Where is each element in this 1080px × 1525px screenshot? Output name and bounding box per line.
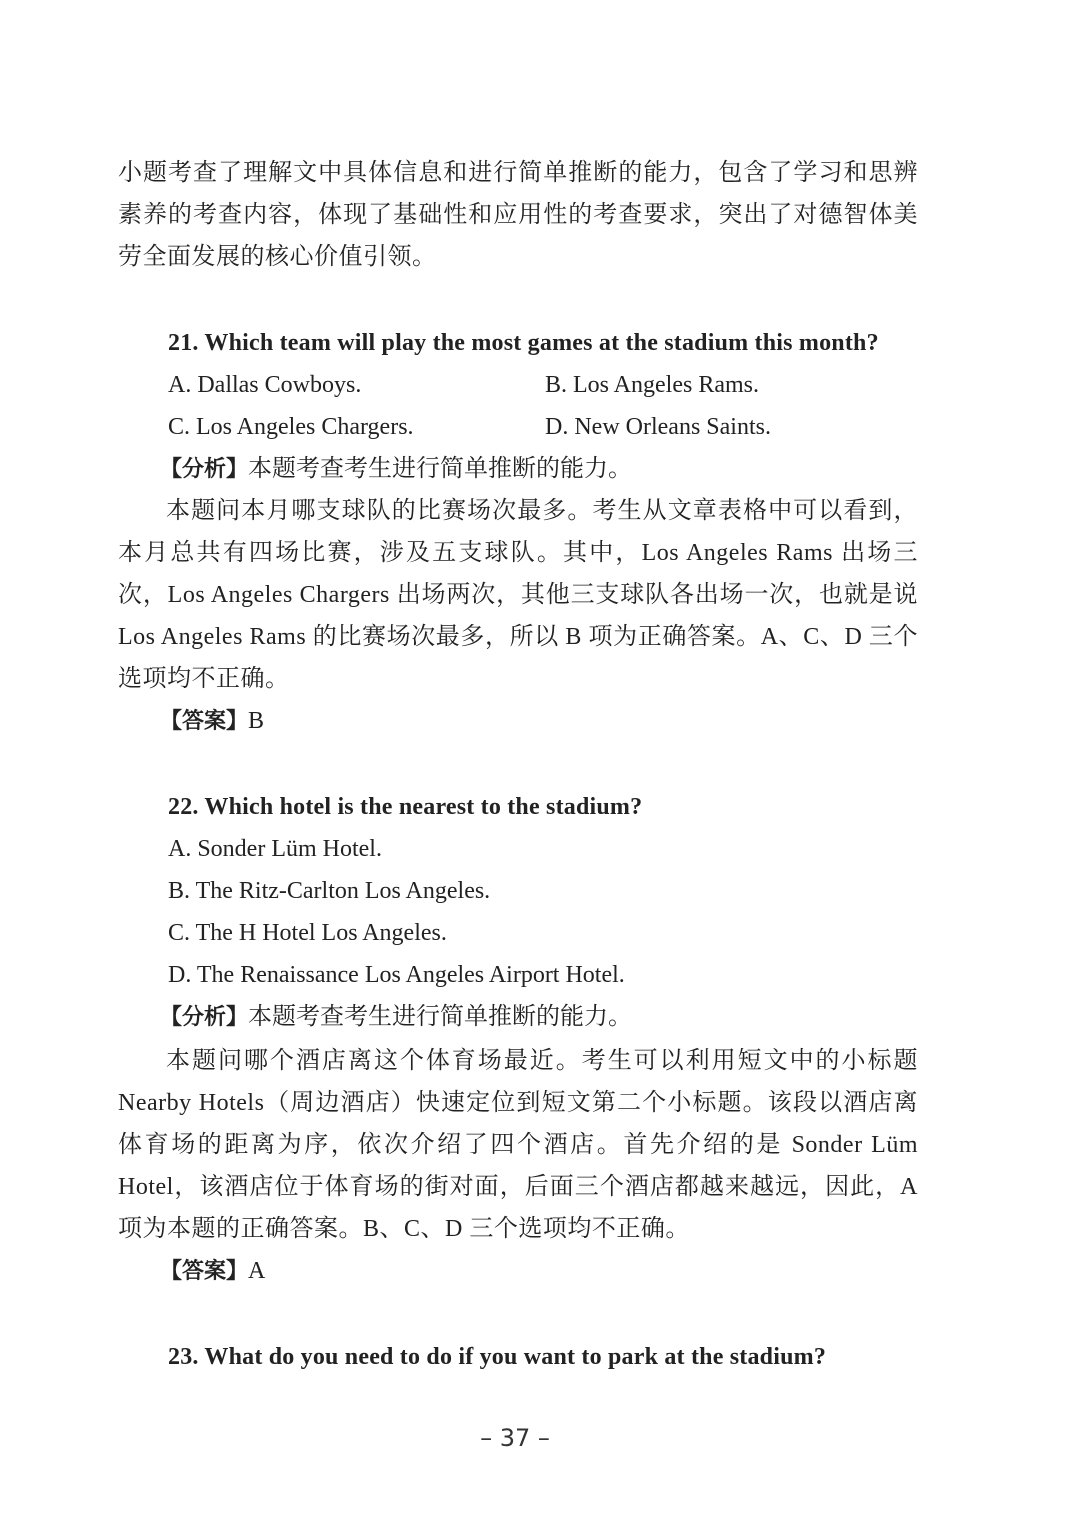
- q22-option-d: D. The Renaissance Los Angeles Airport Hotel.: [168, 962, 625, 988]
- page-number: – 37 –: [480, 1424, 550, 1452]
- q21-option-d: D. New Orleans Saints.: [545, 414, 771, 440]
- q21-option-b: B. Los Angeles Rams.: [545, 372, 759, 398]
- q22-analysis-line: [160, 996, 632, 1039]
- q21-analysis-body: [118, 490, 918, 700]
- q22-answer-tag: 【答案】: [160, 1259, 249, 1284]
- q22-analysis-lead: 本题考查考生进行简单推断的能力。: [248, 1004, 633, 1030]
- question-21: 21. Which team will play the most games at the stadium this month?: [168, 330, 879, 356]
- q22-analysis-text: 本题问哪个酒店离这个体育场最近。考生可以利用短文中的小标题 Nearby Hotels（周边酒店）快速定位到短文第二个小标题。该段以酒店离体育场的距离为序，依次介绍了四个酒店。首先介绍的是 Sonder Lüm Hotel，该酒店位于体育场的街对面，后面三个酒店都越来越远，因此，A 项为本题的正确答案。B、C、D 三个选项均不正确。: [118, 1048, 918, 1242]
- q21-option-c: C. Los Angeles Chargers.: [168, 414, 414, 440]
- question-23: 23. What do you need to do if you want to park at the stadium?: [168, 1344, 827, 1370]
- q21-analysis-text: 本题问本月哪支球队的比赛场次最多。考生从文章表格中可以看到，本月总共有四场比赛，涉及五支球队。其中，Los Angeles Rams 出场三次，Los Angeles Chargers 出场两次，其他三支球队各出场一次，也就是说 Los Angeles Rams 的比赛场次最多，所以 B 项为正确答案。A、C、D 三个选项均不正确。: [118, 498, 918, 692]
- q21-analysis-line: [160, 448, 632, 491]
- q21-answer-line: [160, 700, 264, 743]
- question-22: 22. Which hotel is the nearest to the stadium?: [168, 794, 643, 820]
- q21-analysis-lead: 本题考查考生进行简单推断的能力。: [248, 456, 633, 482]
- intro-text: 小题考查了理解文中具体信息和进行简单推断的能力，包含了学习和思辨素养的考查内容，体现了基础性和应用性的考查要求，突出了对德智体美劳全面发展的核心价值引领。: [118, 160, 918, 270]
- q21-answer-tag: 【答案】: [160, 709, 249, 734]
- q22-option-b: B. The Ritz-Carlton Los Angeles.: [168, 878, 491, 904]
- intro-paragraph: [118, 152, 918, 278]
- q22-option-c: C. The H Hotel Los Angeles.: [168, 920, 447, 946]
- q22-option-a: A. Sonder Lüm Hotel.: [168, 836, 382, 862]
- q22-analysis-tag: 【分析】: [160, 1005, 249, 1030]
- q21-analysis-tag: 【分析】: [160, 457, 249, 482]
- q22-answer-line: [160, 1250, 265, 1293]
- q22-answer-value: A: [248, 1258, 266, 1284]
- q22-analysis-body: [118, 1040, 918, 1250]
- q21-answer-value: B: [248, 708, 265, 734]
- q21-option-a: A. Dallas Cowboys.: [168, 372, 362, 398]
